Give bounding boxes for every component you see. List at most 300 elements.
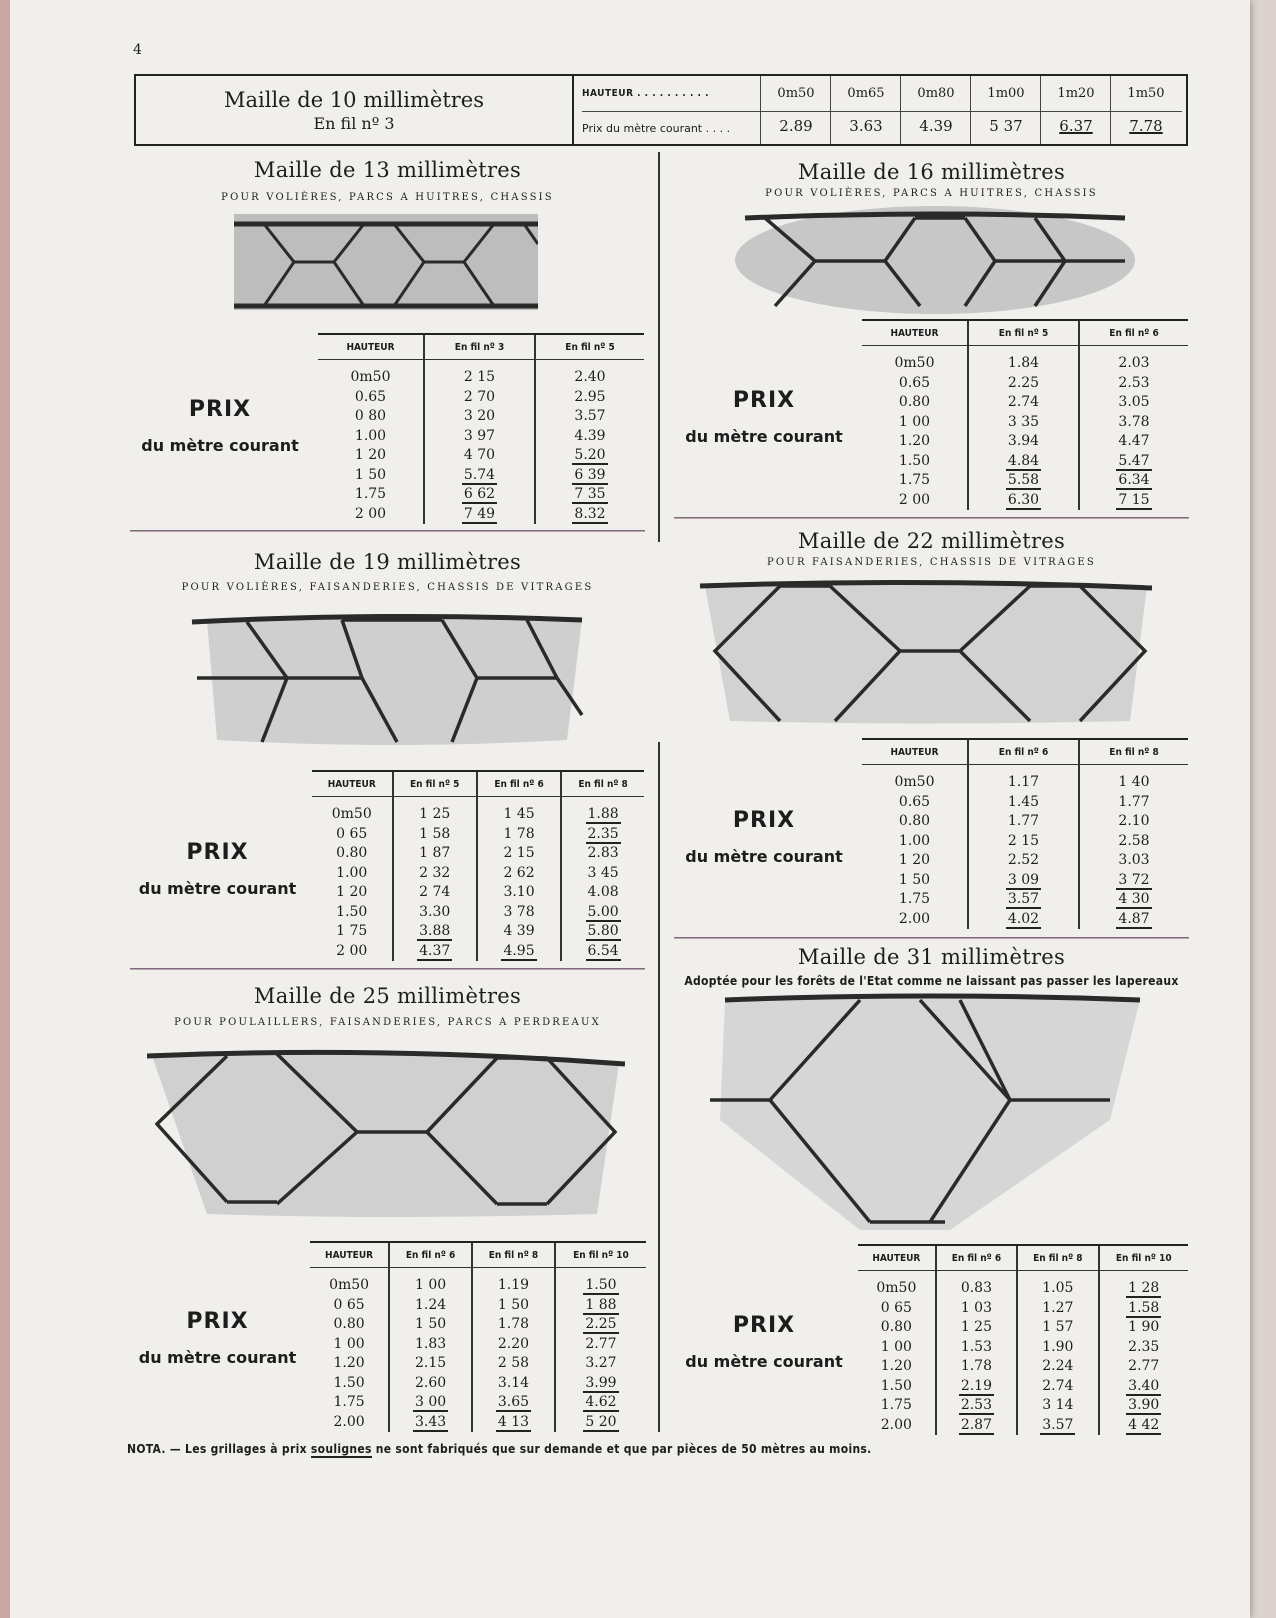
price-cell: [936, 1396, 1017, 1416]
table-row: [862, 832, 1188, 852]
cell-value: 3.65: [497, 1394, 530, 1410]
price-cell: [424, 505, 535, 525]
cell-value: 1 87: [419, 845, 451, 861]
price-cell: [555, 1296, 646, 1316]
price-cell: [936, 1338, 1017, 1358]
hauteur-cell: [318, 360, 424, 388]
table-row: [312, 797, 644, 825]
hauteur-cell: [862, 910, 968, 930]
table-header-row: [310, 1242, 646, 1268]
cell-value: 2 32: [419, 864, 451, 881]
cell-value: 1.90: [1042, 1338, 1074, 1355]
cell-value: 0.65: [898, 374, 931, 391]
table-header-row: [312, 771, 644, 797]
price-cell: [555, 1413, 646, 1433]
cell-value: 1.53: [960, 1338, 992, 1355]
cell-value: 5.58: [1007, 472, 1040, 488]
column-header: En fil nº 10: [555, 1242, 646, 1268]
cell-value: 6 39: [574, 466, 606, 483]
cell-value: 1 40: [1118, 774, 1150, 790]
price-cell: [1017, 1318, 1098, 1338]
hauteur-cell: [312, 825, 393, 845]
hauteur-cell: [310, 1354, 389, 1374]
cell-value: 5.74: [463, 466, 496, 483]
nota-suffix: ne sont fabriqués que sur demande et que par pièces de 50 mètres au moins.: [371, 1442, 872, 1456]
price-cell: [1017, 1377, 1098, 1397]
price-cell: [477, 825, 561, 845]
hauteur-cell: [862, 346, 968, 374]
cell-value: 0m50: [350, 369, 391, 385]
cell-value: 0 65: [336, 825, 368, 842]
hauteur-cell: [862, 413, 968, 433]
cell-value: 5.00: [587, 903, 619, 920]
price-cell: [1017, 1416, 1098, 1436]
price-cell: [968, 765, 1079, 793]
top-price-column: [970, 76, 1041, 144]
hauteur-cell: [862, 374, 968, 394]
cell-value: 1.75: [880, 1397, 912, 1413]
cell-value: 0.65: [354, 388, 387, 405]
top-price-column: [830, 76, 901, 144]
hauteur-cell: [862, 871, 968, 891]
table-row: [862, 851, 1188, 871]
maille-19-subtitle: POUR VOLIÈRES, FAISANDERIES, CHASSIS DE VITRAGES: [181, 582, 594, 593]
column-header: HAUTEUR: [310, 1242, 389, 1268]
maille-22-title: Maille de 22 millimètres: [797, 529, 1066, 553]
cell-value: 1.75: [333, 1394, 365, 1410]
price-cell: [424, 407, 535, 427]
cell-value: 3.94: [1007, 433, 1040, 449]
hauteur-cell: [318, 505, 424, 525]
price-cell: [1079, 832, 1188, 852]
cell-value: 2.10: [1118, 813, 1150, 829]
cell-value: 4.87: [1118, 910, 1150, 927]
cell-value: 0.65: [898, 793, 931, 810]
hauteur-cell: [310, 1393, 389, 1413]
cell-value: 3.78: [1118, 413, 1150, 430]
maille-10-subtitle: En fil nº 3: [313, 114, 395, 133]
section-divider: [130, 968, 645, 970]
cell-value: 1.20: [333, 1355, 365, 1371]
table-row: [858, 1357, 1188, 1377]
cell-value: 2.00: [880, 1416, 912, 1433]
cell-value: 1 03: [960, 1299, 992, 1316]
hauteur-cell: [862, 832, 968, 852]
cell-value: 1 50: [354, 466, 387, 483]
cell-value: 4.39: [574, 427, 606, 444]
column-header: En fil nº 6: [1079, 320, 1188, 346]
cell-value: 3 00: [414, 1394, 447, 1410]
table-row: [310, 1393, 646, 1413]
table-row: [318, 505, 644, 525]
cell-value: 3 20: [463, 408, 496, 424]
table-row: [310, 1296, 646, 1316]
cell-value: 4 30: [1118, 891, 1150, 907]
price-cell: [936, 1299, 1017, 1319]
section-divider: [674, 937, 1189, 939]
hauteur-cell: [312, 942, 393, 962]
price-cell: [389, 1393, 472, 1413]
table-row: [858, 1377, 1188, 1397]
price-cell: [1079, 471, 1188, 491]
price-cell: [477, 797, 561, 825]
cell-value: 3.99: [585, 1374, 617, 1391]
cell-value: 1.77: [1118, 793, 1150, 810]
cell-value: 4.37: [419, 942, 451, 959]
cell-value: 4.84: [1007, 452, 1040, 469]
table-row: [862, 393, 1188, 413]
price-cell: [472, 1268, 555, 1296]
cell-value: 1.78: [960, 1358, 992, 1374]
price-cell: [1099, 1318, 1188, 1338]
column-header: En fil nº 10: [1099, 1245, 1188, 1271]
table-row: [858, 1338, 1188, 1358]
hauteur-cell: [318, 466, 424, 486]
top-prix-value: 7.78: [1129, 117, 1163, 135]
cell-value: 1 20: [354, 447, 387, 463]
hauteur-cell: [862, 471, 968, 491]
price-cell: [472, 1413, 555, 1433]
price-cell: [1099, 1338, 1188, 1358]
table-row: [862, 793, 1188, 813]
table-row: [858, 1416, 1188, 1436]
price-cell: [389, 1268, 472, 1296]
price-cell: [936, 1377, 1017, 1397]
cell-value: 3.57: [574, 408, 606, 424]
price-cell: [393, 883, 477, 903]
hauteur-cell: [858, 1299, 936, 1319]
cell-value: 2.83: [587, 845, 619, 861]
cell-value: 0m50: [876, 1280, 917, 1296]
column-header: En fil nº 8: [561, 771, 644, 797]
cell-value: 3 72: [1118, 871, 1150, 888]
prix-label: Prix du mètre courant . . . .: [582, 122, 731, 135]
cell-value: 4 39: [503, 923, 535, 939]
column-header: En fil nº 8: [472, 1242, 555, 1268]
column-header: HAUTEUR: [862, 320, 968, 346]
cell-value: 2.03: [1118, 355, 1150, 371]
cell-value: 1.88: [587, 806, 619, 822]
top-price-column: [900, 76, 971, 144]
price-cell: [393, 903, 477, 923]
price-cell: [535, 446, 644, 466]
cell-value: 0.80: [336, 845, 368, 861]
price-cell: [561, 903, 644, 923]
table-row: [862, 871, 1188, 891]
price-cell: [477, 844, 561, 864]
cell-value: 2.87: [960, 1416, 992, 1433]
price-cell: [1079, 890, 1188, 910]
table-row: [310, 1268, 646, 1296]
top-price-column: [760, 76, 831, 144]
prix-subheading: du mètre courant: [685, 427, 843, 446]
table-header-row: [862, 320, 1188, 346]
cell-value: 2.77: [585, 1335, 617, 1352]
cell-value: 4.02: [1007, 910, 1040, 927]
hauteur-cell: [858, 1416, 936, 1436]
price-cell: [1079, 793, 1188, 813]
table-row: [862, 765, 1188, 793]
column-header: En fil nº 8: [1017, 1245, 1098, 1271]
hauteur-label: HAUTEUR . . . . . . . . . .: [582, 88, 709, 99]
price-cell: [1079, 812, 1188, 832]
price-cell: [393, 797, 477, 825]
cell-value: 1 88: [585, 1296, 617, 1313]
cell-value: 1 50: [497, 1296, 530, 1313]
table-row: [318, 485, 644, 505]
mesh-13mm-illustration: [234, 214, 538, 310]
prix-subheading: du mètre courant: [685, 847, 843, 866]
price-cell: [477, 903, 561, 923]
price-cell: [472, 1335, 555, 1355]
prix-subheading: du mètre courant: [138, 1348, 297, 1367]
maille-25-subtitle: POUR POULAILLERS, FAISANDERIES, PARCS A PERDREAUX: [174, 1017, 601, 1028]
cell-value: 1 50: [898, 871, 931, 888]
price-cell: [561, 844, 644, 864]
maille-10-title-block: [136, 76, 574, 144]
column-divider: [658, 742, 660, 1432]
table-row: [858, 1396, 1188, 1416]
cell-value: 1.05: [1042, 1280, 1074, 1296]
price-cell: [389, 1315, 472, 1335]
price-cell: [477, 883, 561, 903]
maille-19-price-table: [312, 770, 644, 961]
table-row: [862, 910, 1188, 930]
price-cell: [389, 1296, 472, 1316]
cell-value: 3.57: [1007, 891, 1040, 907]
cell-value: 3.57: [1042, 1416, 1074, 1433]
section-divider: [130, 530, 645, 532]
cell-value: 4 42: [1128, 1416, 1160, 1433]
price-cell: [1079, 491, 1188, 511]
cell-value: 4.62: [585, 1394, 617, 1410]
hauteur-cell: [862, 851, 968, 871]
cell-value: 1.20: [880, 1358, 912, 1374]
price-cell: [555, 1354, 646, 1374]
cell-value: 1.20: [898, 433, 931, 449]
prix-heading: PRIX: [186, 840, 249, 865]
cell-value: 3.05: [1118, 394, 1150, 410]
price-cell: [1079, 346, 1188, 374]
price-cell: [968, 346, 1079, 374]
table-row: [318, 407, 644, 427]
price-cell: [968, 471, 1079, 491]
price-cell: [1099, 1396, 1188, 1416]
price-cell: [1017, 1299, 1098, 1319]
cell-value: 2.25: [585, 1316, 617, 1332]
price-cell: [1099, 1271, 1188, 1299]
cell-value: 3.14: [497, 1374, 530, 1391]
hauteur-cell: [862, 890, 968, 910]
cell-value: 0m50: [329, 1277, 370, 1293]
price-cell: [472, 1296, 555, 1316]
hauteur-cell: [862, 793, 968, 813]
table-row: [318, 388, 644, 408]
top-price-column: [1110, 76, 1181, 144]
price-cell: [968, 793, 1079, 813]
cell-value: 2.35: [587, 825, 619, 842]
cell-value: 1.77: [1007, 813, 1040, 829]
table-row: [312, 844, 644, 864]
price-cell: [561, 922, 644, 942]
cell-value: 1.45: [1007, 793, 1040, 810]
price-cell: [477, 864, 561, 884]
column-header: En fil nº 8: [1079, 739, 1188, 765]
price-cell: [1099, 1416, 1188, 1436]
price-cell: [424, 466, 535, 486]
hauteur-cell: [312, 844, 393, 864]
price-cell: [535, 360, 644, 388]
table-row: [862, 471, 1188, 491]
hauteur-cell: [862, 393, 968, 413]
top-price-column: [1040, 76, 1111, 144]
table-row: [310, 1315, 646, 1335]
cell-value: 1 50: [414, 1316, 447, 1332]
prix-heading: PRIX: [186, 1309, 249, 1334]
mesh-22mm-illustration: [700, 576, 1152, 728]
maille-13-price-table: [318, 333, 644, 524]
cell-value: 1.75: [354, 486, 387, 502]
price-cell: [535, 505, 644, 525]
table-row: [312, 825, 644, 845]
hauteur-cell: [310, 1268, 389, 1296]
cell-value: 3.88: [419, 923, 451, 939]
price-cell: [535, 485, 644, 505]
maille-22-subtitle: POUR FAISANDERIES, CHASSIS DE VITRAGES: [766, 557, 1096, 568]
nota-underlined-word: soulignes: [310, 1442, 372, 1456]
cell-value: 2 58: [497, 1355, 530, 1371]
hauteur-cell: [318, 388, 424, 408]
cell-value: 2 00: [898, 491, 931, 508]
price-cell: [1099, 1377, 1188, 1397]
table-header-row: [858, 1245, 1188, 1271]
table-row: [310, 1413, 646, 1433]
cell-value: 2.52: [1007, 852, 1040, 868]
cell-value: 1.50: [880, 1377, 912, 1394]
column-header: En fil nº 5: [393, 771, 477, 797]
top-hauteur-value: 0m80: [917, 86, 955, 101]
maille-16-title: Maille de 16 millimètres: [797, 160, 1066, 184]
price-cell: [1017, 1338, 1098, 1358]
cell-value: 1 57: [1042, 1319, 1074, 1335]
hauteur-cell: [862, 765, 968, 793]
table-row: [310, 1335, 646, 1355]
cell-value: 4.95: [503, 942, 535, 959]
cell-value: 1.75: [898, 891, 931, 907]
price-cell: [555, 1374, 646, 1394]
nota-prefix: NOTA. — Les grillages à prix: [127, 1442, 311, 1456]
cell-value: 1 00: [333, 1335, 365, 1352]
table-row: [858, 1318, 1188, 1338]
column-header: En fil nº 5: [968, 320, 1079, 346]
cell-value: 2 74: [419, 884, 451, 900]
price-cell: [535, 427, 644, 447]
hauteur-cell: [862, 432, 968, 452]
price-cell: [968, 851, 1079, 871]
table-row: [312, 903, 644, 923]
cell-value: 1 78: [503, 825, 535, 842]
cell-value: 1 00: [898, 413, 931, 430]
price-cell: [424, 427, 535, 447]
hauteur-cell: [312, 883, 393, 903]
table-row: [312, 942, 644, 962]
hauteur-cell: [310, 1296, 389, 1316]
price-cell: [535, 466, 644, 486]
price-cell: [393, 864, 477, 884]
mesh-19mm-illustration: [187, 610, 587, 746]
cell-value: 8.32: [574, 505, 606, 522]
price-cell: [561, 864, 644, 884]
price-cell: [424, 360, 535, 388]
prix-heading: PRIX: [732, 1313, 796, 1338]
cell-value: 1 00: [880, 1338, 912, 1355]
cell-value: 1 00: [414, 1277, 447, 1293]
table-row: [862, 432, 1188, 452]
price-cell: [472, 1354, 555, 1374]
hauteur-cell: [858, 1338, 936, 1358]
maille-16-price-table: [862, 319, 1188, 510]
price-cell: [477, 922, 561, 942]
cell-value: 2.25: [1007, 374, 1040, 391]
cell-value: 1.84: [1007, 355, 1040, 371]
maille-13-title: Maille de 13 millimètres: [253, 158, 522, 182]
price-cell: [389, 1335, 472, 1355]
cell-value: 2.53: [960, 1397, 992, 1413]
price-cell: [1079, 851, 1188, 871]
table-row: [318, 360, 644, 388]
cell-value: 3 97: [463, 427, 496, 444]
price-cell: [968, 812, 1079, 832]
cell-value: 2.60: [414, 1374, 447, 1391]
price-cell: [1079, 393, 1188, 413]
hauteur-cell: [858, 1271, 936, 1299]
cell-value: 2.00: [333, 1413, 365, 1430]
cell-value: 0 65: [880, 1299, 912, 1316]
maille-19-title: Maille de 19 millimètres: [253, 550, 522, 574]
hauteur-cell: [318, 485, 424, 505]
cell-value: 2 00: [354, 505, 387, 522]
price-cell: [1079, 871, 1188, 891]
price-cell: [393, 844, 477, 864]
price-cell: [1099, 1357, 1188, 1377]
price-cell: [1079, 432, 1188, 452]
cell-value: 0.80: [898, 394, 931, 410]
table-row: [862, 491, 1188, 511]
cell-value: 2.00: [898, 910, 931, 927]
cell-value: 1 90: [1128, 1319, 1160, 1335]
cell-value: 0m50: [331, 806, 372, 822]
cell-value: 2.74: [1007, 394, 1040, 410]
top-hauteur-value: 0m50: [777, 86, 815, 101]
price-cell: [968, 452, 1079, 472]
price-cell: [424, 446, 535, 466]
cell-value: 0m50: [894, 355, 935, 371]
cell-value: 2 62: [503, 864, 535, 881]
cell-value: 1.50: [336, 903, 368, 920]
cell-value: 2.58: [1118, 832, 1150, 849]
cell-value: 3.27: [585, 1355, 617, 1371]
cell-value: 1 25: [960, 1319, 992, 1335]
maille-22-price-table: [862, 738, 1188, 929]
hauteur-cell: [858, 1396, 936, 1416]
prix-subheading: du mètre courant: [685, 1352, 843, 1371]
price-cell: [424, 388, 535, 408]
cell-value: 4 13: [497, 1413, 530, 1430]
cell-value: 2.24: [1042, 1358, 1074, 1374]
cell-value: 0.83: [960, 1280, 992, 1296]
top-hauteur-value: 1m00: [987, 86, 1025, 101]
cell-value: 2 15: [1007, 832, 1040, 849]
